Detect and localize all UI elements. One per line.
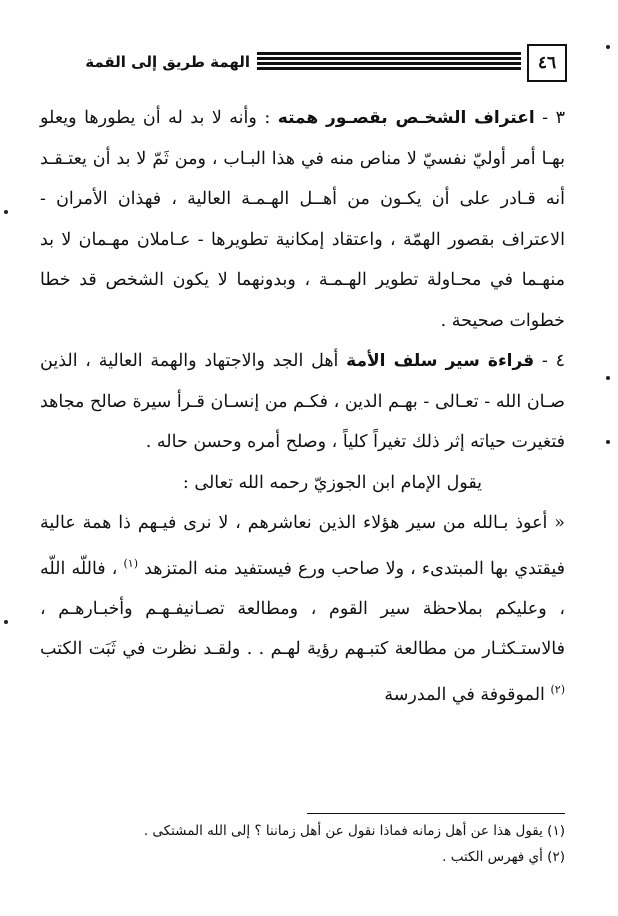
scan-speck: [4, 620, 8, 624]
item-4-heading: قراءة سير سلف الأمة: [346, 351, 535, 371]
quote-part-1: « أعوذ بـالله من سير هؤلاء الذين نعاشرهم ، لا نرى فيـهم ذا همة عالية فيقتدي بها المبتدىء ، ولا صاحب ورع فيستفيد منه المتزهد: [40, 513, 565, 579]
footnote-mark-2: (٢): [550, 682, 565, 696]
item-4-text: أهل الجد والاجتهاد والهمة العالية ، الذين صـان الله - تعـالى - بهـم الدين ، فكـم من إنسـان قـرأ سيرة صالح مجاهد فتغيرت حياته إثر ذلك تغيراً كلياً ، وصلح أمره وحسن حاله .: [40, 351, 565, 452]
footnote-1-text: يقول هذا عن أهل زمانه فماذا نقول عن أهل زماننا ؟ إلى الله المشتكى .: [143, 823, 543, 839]
body-text: [40, 98, 565, 715]
running-title: الهمة طريق إلى القمة: [85, 53, 250, 71]
scan-speck: [606, 440, 610, 444]
scan-speck: [606, 45, 610, 49]
quote-paragraph: [40, 503, 565, 715]
footnote-2-mark: (٢): [547, 849, 565, 865]
quote-intro: يقول الإمام ابن الجوزيّ رحمه الله تعالى :: [182, 472, 483, 493]
item-3-text: : وأنه لا بد له أن يطورها ويعلو بهـا أمر أوليّ نفسيّ لا مناص منه في هذا البـاب ، ومن ثَمّ لا بد أن يعتـقـد أنه قـادر على أن يكـون من أهــل الهـمـة العالية ، فهذان الأمران - الاعتراف بقصور الهمّة ، واعتقاد إمكانية تطويرها - عـاملان مهـمان لا بد منهـما في محـاولة تطوير الهـمـة ، وبدونهما لا يكون الشخص قد خطا خطوات صحيحة .: [40, 108, 565, 331]
item-4-number: ٤ -: [541, 351, 565, 371]
scan-speck: [4, 210, 8, 214]
item-3-paragraph: [40, 98, 565, 341]
quote-part-2: ، فاللّه اللّه ، وعليكم بملاحظة سير القوم ، ومطالعة تصـانيفـهـم وأخبـارهـم ، فالاستـكثـار من مطالعة كتبـهم رؤية لهـم . . ولقـد نظرت في ثَبَت الكتب: [40, 558, 565, 660]
footnote-mark-1: (١): [123, 556, 139, 570]
page-number: ٤٦: [537, 53, 557, 73]
header-rule-lines: [257, 52, 521, 76]
page-number-box: [527, 44, 567, 82]
footnote-1-mark: (١): [547, 823, 565, 839]
item-3-heading: اعتراف الشخـص بقصـور همته: [277, 108, 535, 128]
scan-speck: [606, 376, 610, 380]
item-3-number: ٣ -: [542, 108, 565, 128]
footnote-2: [40, 846, 565, 868]
footnote-1: [40, 820, 565, 842]
footnote-separator: [307, 813, 565, 814]
quote-part-3: الموقوفة في المدرسة: [384, 684, 545, 705]
footnote-2-text: أي فهرس الكتب .: [442, 849, 543, 865]
item-4-paragraph: [40, 341, 565, 463]
